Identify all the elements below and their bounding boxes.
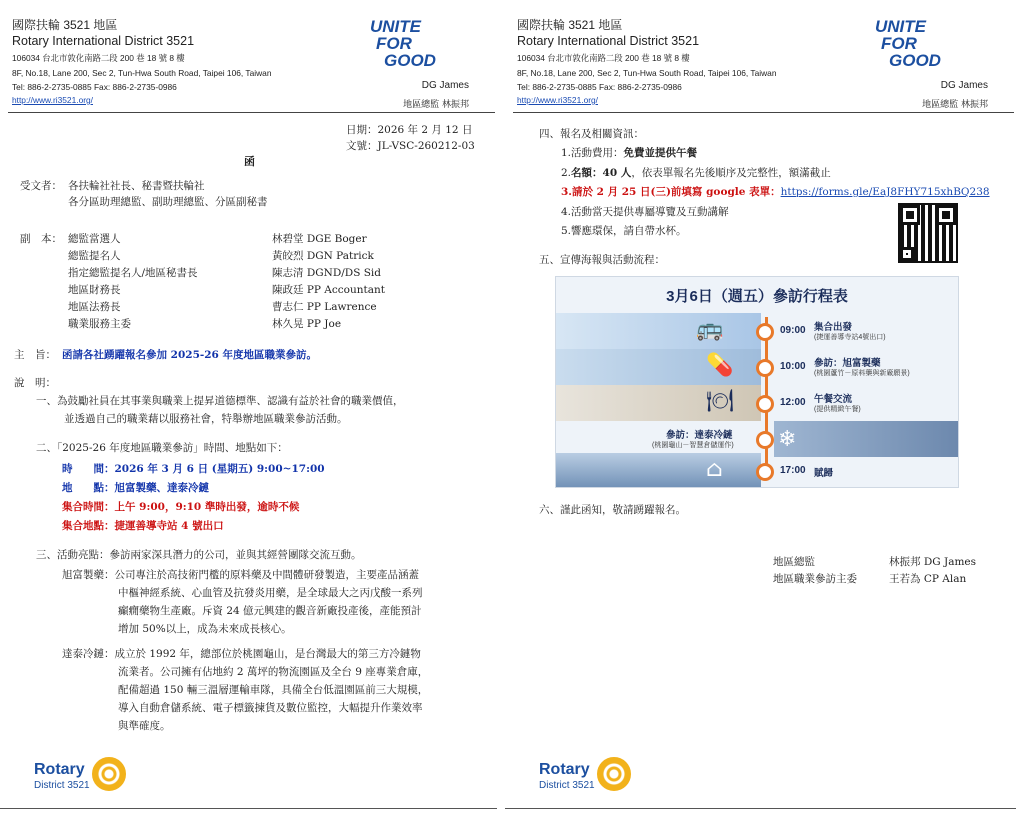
company-2-line: 導入自動倉儲系統、電子標籤揀貨及數位監控，大幅提升作業效率	[118, 702, 423, 714]
tel-fax: Tel: 886-2-2735-0885 Fax: 886-2-2735-0986	[12, 82, 177, 92]
subject-label: 主 旨：	[14, 349, 56, 361]
item-3-heading: 三、活動亮點：參訪兩家深具潛力的公司，並與其經營團隊交流互動。	[36, 549, 362, 561]
company-1-line: 旭富製藥：公司專注於高技術門檻的原料藥及中間體研發製造，主要產品涵蓋	[62, 569, 419, 581]
company-2-line: 流業者。公司擁有佔地約 2 萬坪的物流園區及全台 9 座專業倉庫，	[118, 666, 429, 678]
header-divider	[8, 112, 495, 113]
cc-role: 總監當選人	[68, 233, 121, 245]
item-2-heading: 二、「2025-26 年度地區職業參訪」時間、地點如下：	[36, 442, 288, 454]
footer-divider	[0, 808, 497, 809]
guide-line: 4.活動當天提供專屬導覽及互動講解	[561, 206, 729, 218]
gather-place: 集合地點：捷運善導寺站 4 號出口	[62, 520, 224, 532]
dg-name-zh: 地區總監 林振邦	[922, 100, 988, 110]
schedule-poster	[555, 276, 959, 488]
item-4-heading: 四、報名及相關資訊：	[539, 128, 644, 140]
address-zh: 106034 台北市敦化南路二段 200 巷 18 號 8 樓	[12, 53, 185, 63]
recipient-line-1: 各扶輪社社長、秘書暨扶輪社	[68, 180, 205, 192]
dg-name-en: DG James	[940, 80, 988, 91]
registration-line: 3.請於 2 月 25 日(三)前填寫 google 表單：https://forms.gle/EaJ8FHY715xhBQ238	[561, 186, 990, 198]
fee-line: 1.活動費用：免費並提供午餐	[561, 147, 698, 159]
website-link[interactable]: http://www.ri3521.org/	[12, 95, 93, 105]
address-zh: 106034 台北市敦化南路二段 200 巷 18 號 8 樓	[517, 53, 690, 63]
step-title: 午餐交流	[814, 394, 853, 405]
company-1-line: 中樞神經系統、心血管及抗發炎用藥，是全球最大之丙戊酸一系列	[118, 587, 423, 599]
company-1-line: 增加 50%以上，成為未來成長核心。	[118, 623, 292, 635]
signature-role: 地區職業參訪主委	[773, 573, 857, 585]
item-5-heading: 五、宣傳海報與活動流程：	[539, 254, 665, 266]
eco-line: 5.響應環保，請自帶水杯。	[561, 225, 687, 237]
subject-text: 函請各社踴躍報名參加 2025-26 年度地區職業參訪。	[62, 349, 318, 361]
cc-role: 總監提名人	[68, 250, 121, 262]
cc-name: 林久晃 PP Joe	[272, 318, 342, 330]
step-time: 17:00	[780, 465, 806, 476]
schedule-step	[556, 349, 959, 387]
dg-name-zh: 地區總監 林振邦	[403, 100, 469, 110]
step-sub: (桃園蘆竹－原料藥與新廠願景)	[814, 370, 910, 377]
item-1-line-2: 並透過自己的職業藉以服務社會，特舉辦地區職業參訪活動。	[64, 413, 348, 425]
description-label: 說 明：	[14, 377, 56, 389]
letter-page-1	[0, 0, 505, 814]
document-number: 文號：JL-VSC-260212-03	[346, 140, 475, 152]
company-2-line: 達泰冷鏈：成立於 1992 年，總部位於桃園龜山，是台灣最大的第三方冷鏈物	[62, 648, 421, 660]
step-time: 12:00	[780, 397, 806, 408]
signature-role: 地區總監	[773, 556, 815, 568]
recipient-label: 受文者：	[20, 180, 62, 192]
cc-label: 副 本：	[20, 233, 62, 245]
cc-role: 職業服務主委	[68, 318, 131, 330]
step-sub: (提供精緻午餐)	[814, 406, 861, 413]
org-name-zh: 國際扶輪 3521 地區	[517, 18, 623, 32]
org-name-zh: 國際扶輪 3521 地區	[12, 18, 118, 32]
home-icon: ⌂	[706, 457, 723, 482]
event-time: 時 間：2026 年 3 月 6 日 (星期五) 9:00~17:00	[62, 463, 325, 475]
bus-image	[556, 313, 761, 349]
poster-title: 3月6日（週五）參訪行程表	[666, 288, 848, 305]
cc-role: 指定總監提名人/地區秘書長	[68, 267, 198, 279]
company-2-line: 與準確度。	[118, 720, 171, 732]
dg-name-en: DG James	[421, 80, 469, 91]
dining-icon: 🍽	[706, 389, 734, 414]
google-form-link[interactable]: https://forms.gle/EaJ8FHY715xhBQ238	[780, 186, 990, 198]
rotary-wheel-icon	[597, 757, 631, 791]
cc-role: 地區財務長	[68, 284, 121, 296]
unite-for-good-logo: UNITE FOR GOOD	[370, 17, 436, 70]
letter-type: 函	[244, 155, 255, 168]
org-name-en: Rotary International District 3521	[12, 34, 195, 48]
letter-date: 日期：2026 年 2 月 12 日	[346, 124, 473, 136]
signature-name: 林振邦 DG James	[889, 556, 977, 568]
unite-for-good-logo: UNITE FOR GOOD	[875, 17, 941, 70]
footer-divider	[505, 808, 1016, 809]
tel-fax: Tel: 886-2-2735-0885 Fax: 886-2-2735-0986	[517, 82, 682, 92]
warehouse-image	[774, 421, 959, 457]
signature-name: 王若為 CP Alan	[889, 573, 967, 585]
cc-name: 陳政廷 PP Accountant	[272, 284, 385, 296]
schedule-step	[556, 313, 959, 351]
snowflake-icon: ❄	[778, 427, 797, 452]
cc-name: 黃皎烈 DGN Patrick	[272, 250, 374, 262]
cc-role: 地區法務長	[68, 301, 121, 313]
step-title: 賦歸	[814, 468, 834, 479]
company-1-line: 癲癇藥物生產廠。斥資 24 億元興建的觀音新廠投產後，產能預計	[118, 605, 422, 617]
gather-time: 集合時間：上午 9:00，9:10 準時出發，逾時不候	[62, 501, 300, 513]
address-en: 8F, No.18, Lane 200, Sec 2, Tun-Hwa South Road, Taipei 106, Taiwan	[12, 68, 272, 78]
step-title: 參訪：旭富製藥	[814, 358, 881, 369]
schedule-step	[556, 453, 959, 488]
item-1-line-1: 一、為鼓勵社員在其事業與職業上提昇道德標準、認識有益於社會的職業價值，	[36, 395, 404, 407]
step-sub: (桃園龜山－智慧倉儲運作)	[652, 442, 734, 449]
org-name-en: Rotary International District 3521	[517, 34, 700, 48]
item-6-closing: 六、謹此函知，敬請踴躍報名。	[539, 504, 686, 516]
address-en: 8F, No.18, Lane 200, Sec 2, Tun-Hwa South Road, Taipei 106, Taiwan	[517, 68, 777, 78]
event-place: 地 點：旭富製藥、達泰冷鏈	[62, 482, 209, 494]
cc-name: 曹志仁 PP Lawrence	[272, 301, 377, 313]
recipient-line-2: 各分區助理總監、副助理總監、分區副秘書	[68, 196, 268, 208]
qr-code-icon[interactable]	[900, 205, 956, 261]
rotary-logo: Rotary District 3521	[34, 761, 90, 791]
step-sub: (捷運善導寺站4號出口)	[814, 334, 886, 341]
quota-line: 2.名額：40 人，依表單報名先後順序及完整性，額滿截止	[561, 167, 831, 179]
step-title: 集合出發	[814, 322, 853, 333]
city-image	[556, 453, 761, 488]
schedule-step	[556, 385, 959, 423]
pharmacy-icon: 💊	[706, 353, 734, 378]
rotary-wheel-icon	[92, 757, 126, 791]
bus-icon: 🚌	[696, 317, 724, 342]
company-2-line: 配備超過 150 輛三溫層運輸車隊，具備全台低溫園區前三大規模，	[118, 684, 429, 696]
website-link[interactable]: http://www.ri3521.org/	[517, 95, 598, 105]
letter-page-2	[505, 0, 1024, 814]
cc-name: 林碧堂 DGE Boger	[272, 233, 367, 245]
step-time: 09:00	[780, 325, 806, 336]
cc-name: 陳志清 DGND/DS Sid	[272, 267, 382, 279]
step-title: 參訪：達泰冷鏈	[666, 430, 733, 441]
header-divider	[513, 112, 1014, 113]
rotary-logo: Rotary District 3521	[539, 761, 595, 791]
step-time: 10:00	[780, 361, 806, 372]
